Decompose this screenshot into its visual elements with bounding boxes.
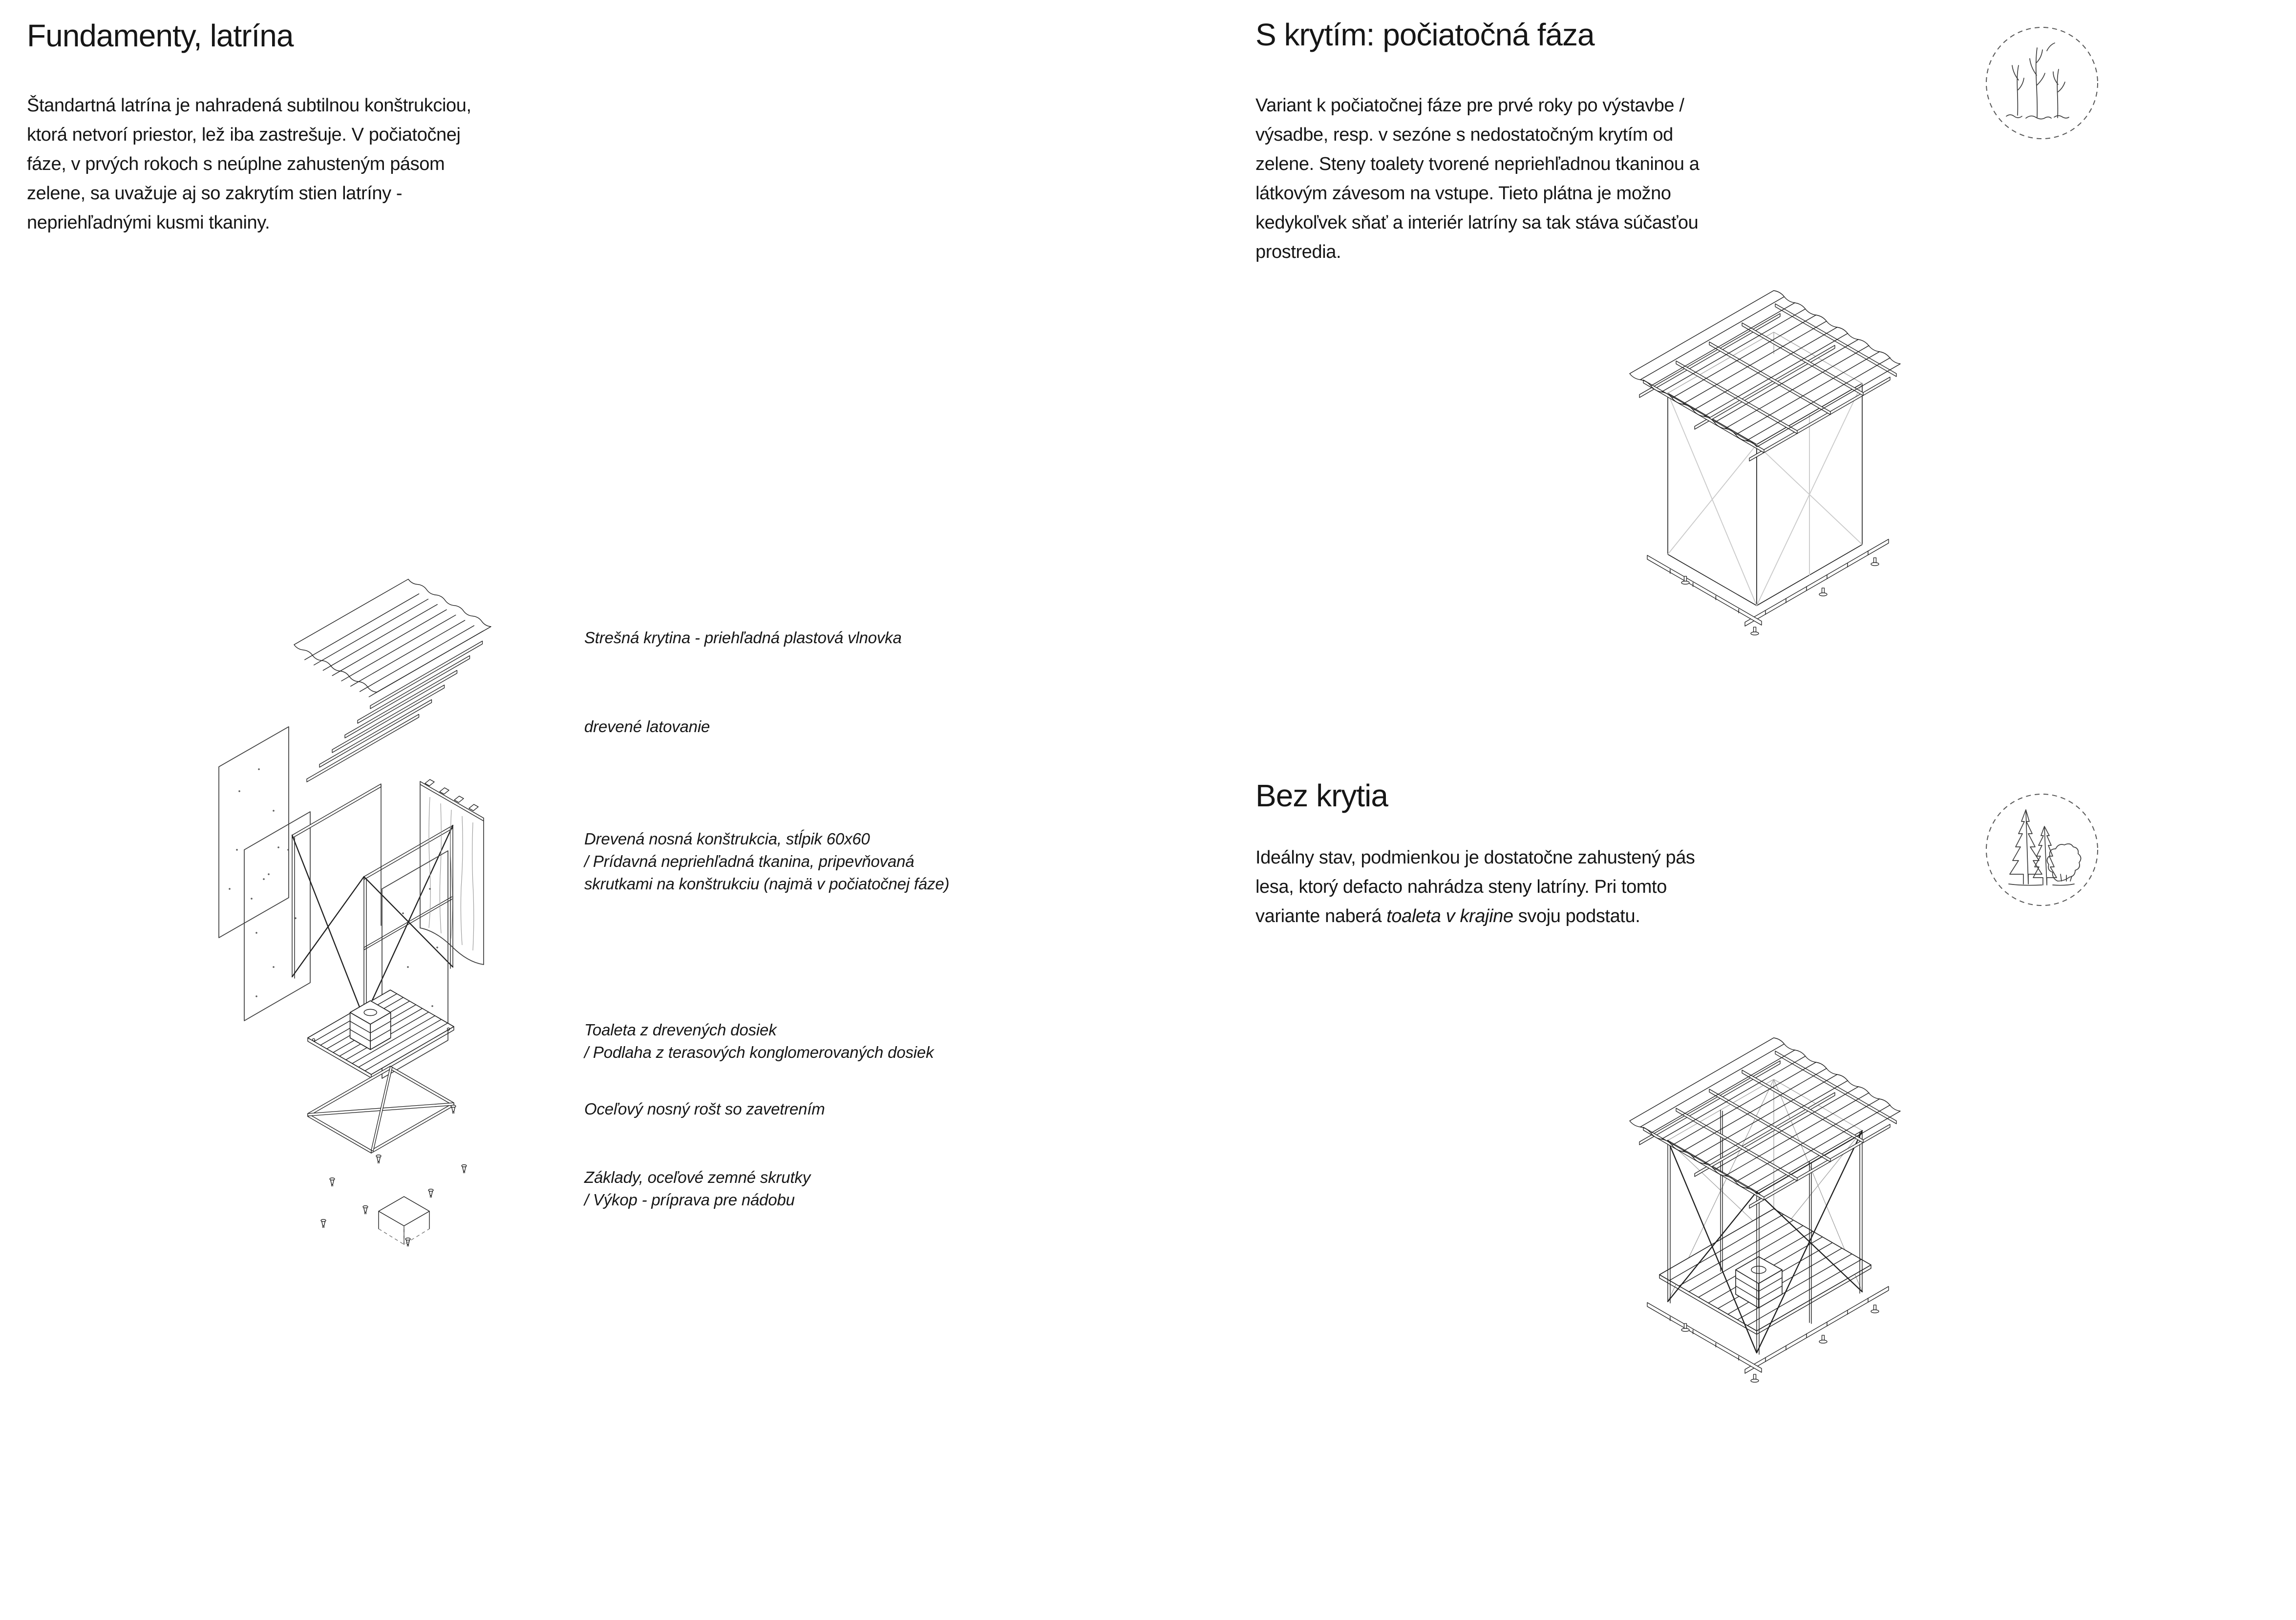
covered-paragraph: Variant k počiatočnej fáze pre prvé roky po výstavbe / výsadbe, resp. v sezóne s nedostatočným krytím od zelene. Steny toalety tvorené nepriehľadnou tkaninou a látkovým závesom na vstupe. Tieto plátna je možno kedykoľvek sňať a interiér latríny sa tak stáva súčasťou prostredia. [1255,95,1700,262]
label-roof: Strešná krytina - priehľadná plastová vlnovka [584,629,902,647]
intro-line: zelene, sa uvažuje aj so zakrytím stien latríny - [27,183,403,204]
label-battens: drevené latovanie [584,717,710,736]
intro-paragraph [27,91,471,237]
page-title: Fundamenty, latrína [27,18,294,53]
timber-frame [292,784,453,1020]
foundations [321,1165,467,1246]
covered-section-title: S krytím: počiatočná fáza [1255,17,1594,52]
uncovered-paragraph: Ideálny stav, podmienkou je dostatočne zahustený pás lesa, ktorý defacto nahrádza steny latríny. Pri tomto variante naberá toaleta v krajine svoju podstatu. [1255,847,1695,926]
dense-mature-forest-icon [1979,787,2105,912]
uncovered-section-title: Bez krytia [1255,778,1388,813]
exploded-axonometric-drawing [210,576,523,1255]
label-grid: Oceľový nosný rošt so zavetrením [584,1100,825,1118]
intro-line: fáze, v prvých rokoch s neúplne zahusteným pásom [27,154,445,174]
label-frame: Drevená nosná konštrukcia, stĺpik 60x60 / Prídavná nepriehľadná tkanina, pripevňovaná skrutkami na konštrukciu (najmä v počiatočnej fáze) [584,830,950,893]
floor-and-toilet [308,990,454,1078]
wooden-battens [307,641,483,782]
covered-hut-drawing [1627,281,1908,676]
steel-grid [308,1066,456,1163]
intro-line: ktorá netvorí priestor, lež iba zastrešuje. V počiatočnej [27,125,461,145]
intro-line: nepriehľadnými kusmi tkaniny. [27,212,270,233]
italic-phrase: toaleta v krajine [1386,906,1513,926]
intro-line: Štandartná latrína je nahradená subtilnou konštrukciou, [27,95,471,116]
fabric-curtain [420,779,484,965]
label-toilet: Toaleta z drevených dosiek / Podlaha z terasových konglomerovaných dosiek [584,1021,934,1061]
corrugated-roof-sheet [294,579,491,697]
uncovered-hut-drawing [1627,1028,1908,1424]
sparse-young-vegetation-icon [1979,21,2105,146]
fabric-panel-left [219,727,289,938]
fabric-panel-left-lower [244,812,310,1021]
label-foundation: Základy, oceľové zemné skrutky / Výkop - príprava pre nádobu [584,1168,811,1209]
